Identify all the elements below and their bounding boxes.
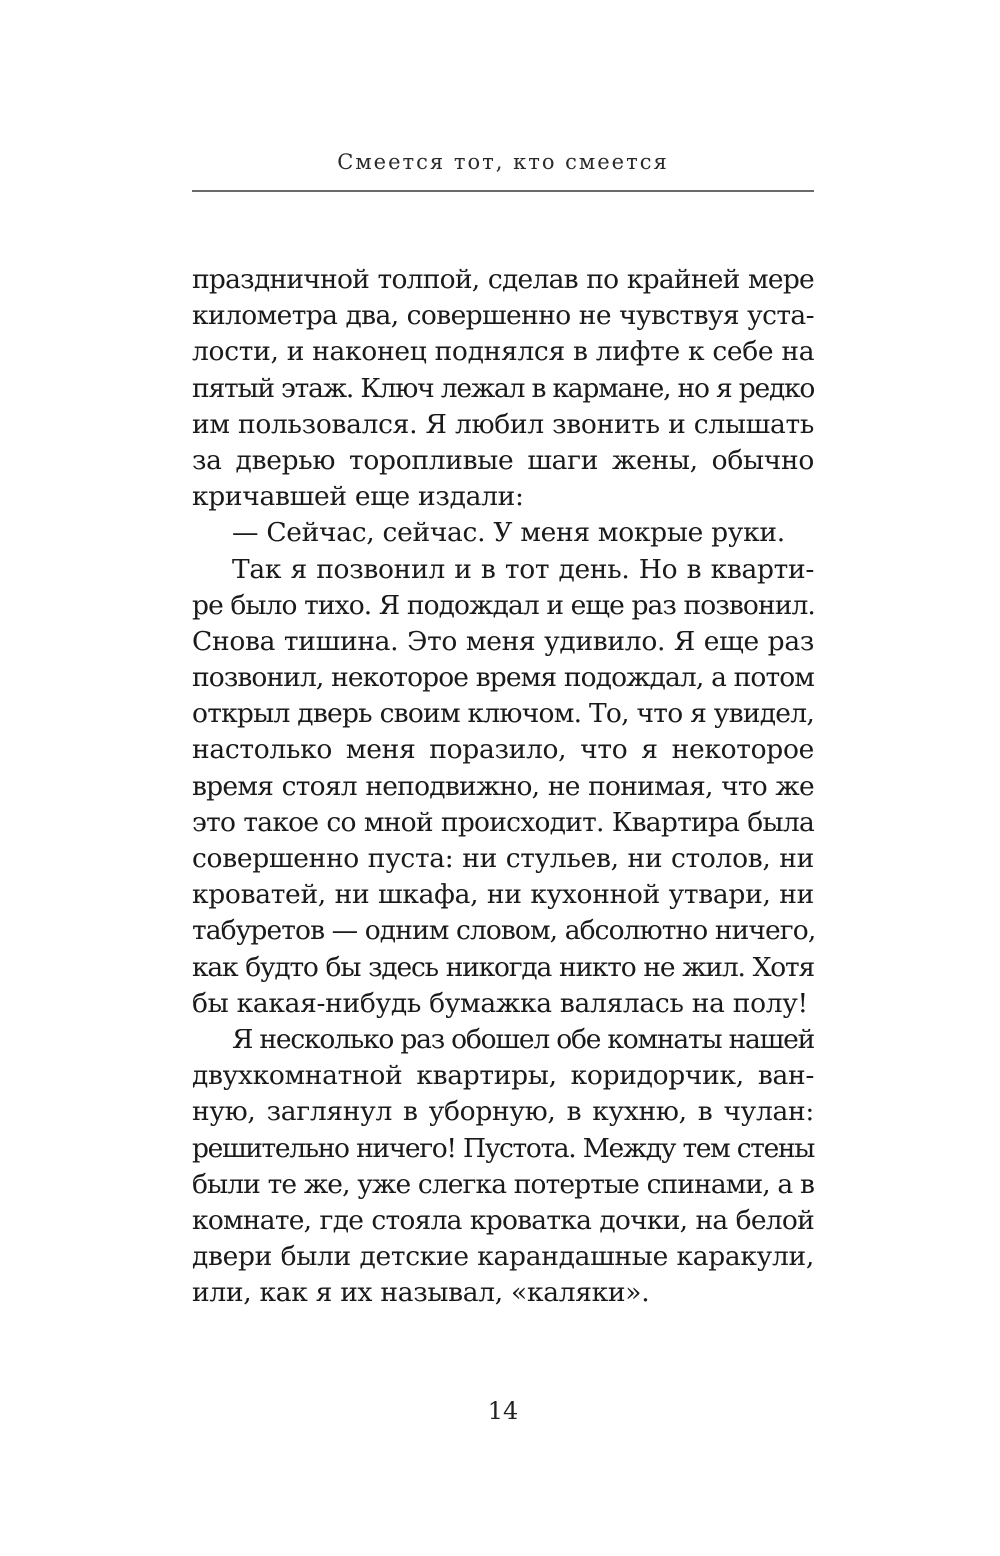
text-line: или, как я их называл, «каляки». bbox=[192, 1277, 650, 1309]
text-line: совершенно пуста: ни стульев, ни столов, ни bbox=[192, 843, 814, 874]
text-line: кроватей, ни шкафа, ни кухонной утвари, ни bbox=[192, 879, 814, 911]
text-line: как будто бы здесь никогда никто не жил. Хотя bbox=[192, 951, 814, 983]
text-line: двухкомнатной квартиры, коридорчик, ван- bbox=[192, 1060, 814, 1092]
text-line: за дверью торопливые шаги жены, обычно bbox=[192, 444, 814, 476]
text-line: праздничной толпой, сделав по крайней мере bbox=[192, 264, 814, 295]
text-line: позвонил, некоторое время подождал, а потом bbox=[192, 662, 814, 694]
text-line: двери были детские карандашные каракули, bbox=[192, 1241, 814, 1273]
text-line: решительно ничего! Пустота. Между тем стены bbox=[192, 1132, 814, 1164]
paragraph-first-line: Я несколько раз обошел обе комнаты нашей bbox=[232, 1023, 815, 1055]
page-number: 14 bbox=[487, 1397, 519, 1425]
text-line: пятый этаж. Ключ лежал в кармане, но я редко bbox=[192, 372, 815, 404]
text-line: были те же, уже слегка потертые спинами, а в bbox=[192, 1168, 814, 1200]
text-line: время стоял неподвижно, не понимая, что же bbox=[192, 770, 814, 802]
text-line: настолько меня поразило, что я некоторое bbox=[192, 734, 814, 766]
paragraph-first-line: Так я позвонил и в тот день. Но в кварти- bbox=[232, 553, 814, 585]
text-line: это такое со мной происходит. Квартира была bbox=[192, 806, 814, 838]
dialogue-line: — Сейчас, сейчас. У меня мокрые руки. bbox=[232, 517, 785, 549]
running-head: Смеется тот, кто смеется bbox=[337, 150, 669, 174]
text-line: бы какая-нибудь бумажка валялась на полу! bbox=[192, 987, 808, 1019]
text-line: километра два, совершенно не чувствуя уста- bbox=[192, 300, 814, 332]
text-line: ре было тихо. Я подождал и еще раз позвонил. bbox=[192, 589, 815, 621]
text-line: им пользовался. Я любил звонить и слышать bbox=[192, 408, 814, 440]
text-line: ную, заглянул в уборную, в кухню, в чулан: bbox=[192, 1096, 814, 1128]
body-text bbox=[192, 262, 814, 1311]
text-line: табуретов — одним словом, абсолютно ничего, bbox=[192, 915, 816, 947]
text-line: кричавшей еще издали: bbox=[192, 481, 524, 513]
text-line: лости, и наконец поднялся в лифте к себе на bbox=[192, 336, 815, 368]
text-line: открыл дверь своим ключом. То, что я увидел, bbox=[192, 698, 814, 730]
text-line: Снова тишина. Это меня удивило. Я еще раз bbox=[192, 625, 814, 657]
text-line: комнате, где стояла кроватка дочки, на белой bbox=[192, 1204, 814, 1236]
header-rule bbox=[192, 190, 814, 192]
